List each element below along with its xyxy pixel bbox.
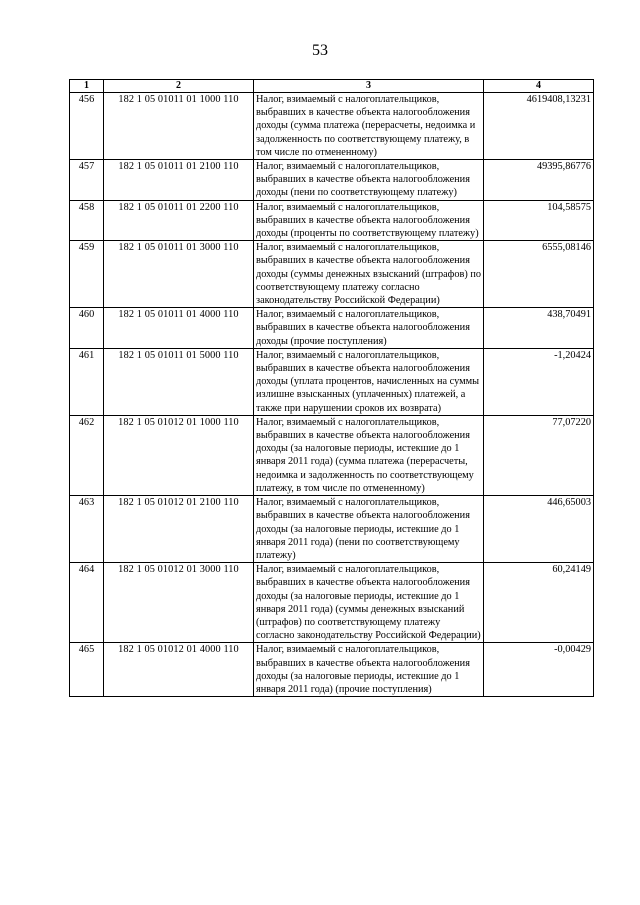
budget-code: 182 1 05 01012 01 3000 110	[104, 563, 254, 643]
table-row	[70, 496, 594, 563]
header-col-1: 1	[70, 80, 104, 93]
budget-code: 182 1 05 01011 01 1000 110	[104, 93, 254, 160]
table-row	[70, 348, 594, 415]
row-description: Налог, взимаемый с налогоплательщиков, выбравших в качестве объекта налогообложения доходы (пени по соответствующему платежу)	[254, 160, 484, 201]
row-amount: 60,24149	[484, 563, 594, 643]
row-amount: 104,58575	[484, 200, 594, 241]
page-number: 53	[312, 42, 328, 59]
row-amount: 446,65003	[484, 496, 594, 563]
row-amount: 438,70491	[484, 308, 594, 349]
row-number: 458	[70, 200, 104, 241]
budget-code: 182 1 05 01011 01 5000 110	[104, 348, 254, 415]
row-number: 465	[70, 643, 104, 697]
budget-revenue-table	[69, 79, 594, 697]
row-number: 456	[70, 93, 104, 160]
row-description: Налог, взимаемый с налогоплательщиков, выбравших в качестве объекта налогообложения доходы (уплата процентов, начисленных на суммы излишне взысканных (уплаченных) платежей, а также при нарушении сроков их возврата)	[254, 348, 484, 415]
budget-code: 182 1 05 01012 01 2100 110	[104, 496, 254, 563]
budget-code: 182 1 05 01011 01 2200 110	[104, 200, 254, 241]
budget-code: 182 1 05 01011 01 4000 110	[104, 308, 254, 349]
row-number: 464	[70, 563, 104, 643]
row-number: 457	[70, 160, 104, 201]
row-description: Налог, взимаемый с налогоплательщиков, выбравших в качестве объекта налогообложения доходы (сумма платежа (перерасчеты, недоимка и задолженность по соответствующему платежу, в том числе по отмененному)	[254, 93, 484, 160]
row-description: Налог, взимаемый с налогоплательщиков, выбравших в качестве объекта налогообложения доходы (за налоговые периоды, истекшие до 1 января 2011 года) (суммы денежных взысканий (штрафов) по соответствующему платежу согласно законодательству Российской Федерации)	[254, 563, 484, 643]
row-description: Налог, взимаемый с налогоплательщиков, выбравших в качестве объекта налогообложения доходы (суммы денежных взысканий (штрафов) по соответствующему платежу согласно законодательству Российской Федерации)	[254, 241, 484, 308]
budget-code: 182 1 05 01011 01 2100 110	[104, 160, 254, 201]
row-description: Налог, взимаемый с налогоплательщиков, выбравших в качестве объекта налогообложения доходы (за налоговые периоды, истекшие до 1 января 2011 года) (прочие поступления)	[254, 643, 484, 697]
table-row	[70, 160, 594, 201]
row-amount: 49395,86776	[484, 160, 594, 201]
budget-code: 182 1 05 01012 01 4000 110	[104, 643, 254, 697]
row-number: 461	[70, 348, 104, 415]
budget-code: 182 1 05 01011 01 3000 110	[104, 241, 254, 308]
row-amount: 6555,08146	[484, 241, 594, 308]
row-description: Налог, взимаемый с налогоплательщиков, выбравших в качестве объекта налогообложения доходы (прочие поступления)	[254, 308, 484, 349]
row-amount: -0,00429	[484, 643, 594, 697]
table-row	[70, 643, 594, 697]
table-row	[70, 415, 594, 495]
row-amount: 4619408,13231	[484, 93, 594, 160]
row-number: 460	[70, 308, 104, 349]
header-col-3: 3	[254, 80, 484, 93]
row-description: Налог, взимаемый с налогоплательщиков, выбравших в качестве объекта налогообложения доходы (за налоговые периоды, истекшие до 1 января 2011 года) (сумма платежа (перерасчеты, недоимка и задолженность по соответствующему платежу, в том числе по отмененному)	[254, 415, 484, 495]
row-amount: 77,07220	[484, 415, 594, 495]
budget-code: 182 1 05 01012 01 1000 110	[104, 415, 254, 495]
table-row	[70, 563, 594, 643]
row-number: 459	[70, 241, 104, 308]
row-description: Налог, взимаемый с налогоплательщиков, выбравших в качестве объекта налогообложения доходы (за налоговые периоды, истекшие до 1 января 2011 года) (пени по соответствующему платежу)	[254, 496, 484, 563]
row-number: 462	[70, 415, 104, 495]
row-description: Налог, взимаемый с налогоплательщиков, выбравших в качестве объекта налогообложения доходы (проценты по соответствующему платежу)	[254, 200, 484, 241]
table-row	[70, 93, 594, 160]
table-row	[70, 308, 594, 349]
header-col-2: 2	[104, 80, 254, 93]
table-header-row	[70, 80, 594, 93]
row-number: 463	[70, 496, 104, 563]
header-col-4: 4	[484, 80, 594, 93]
table-row	[70, 241, 594, 308]
table-row	[70, 200, 594, 241]
row-amount: -1,20424	[484, 348, 594, 415]
